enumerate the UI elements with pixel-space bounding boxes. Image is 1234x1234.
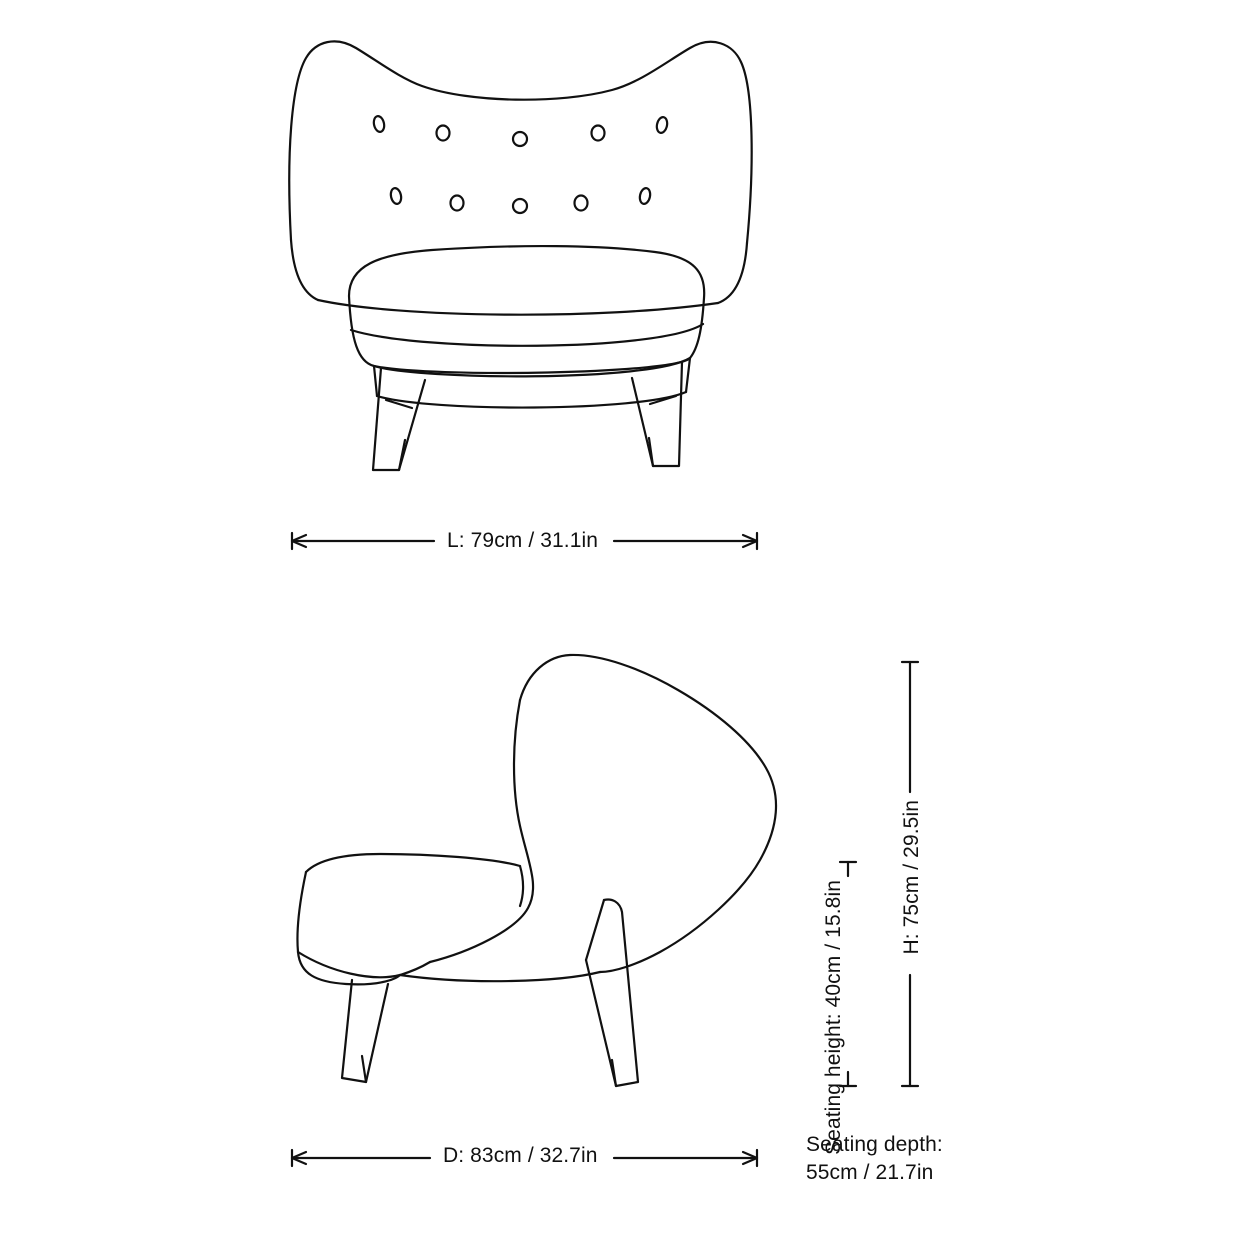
side-view-chair <box>297 655 776 1086</box>
depth-dimension-label: D: 83cm / 32.7in <box>443 1144 598 1167</box>
front-view-chair <box>289 41 751 470</box>
height-dimension-label: H: 75cm / 29.5in <box>900 800 923 955</box>
length-dimension-label: L: 79cm / 31.1in <box>447 529 599 552</box>
seating-height-dimension-label: Seating height: 40cm / 15.8in <box>822 880 845 1155</box>
seating-depth-dimension-label: Seating depth: 55cm / 21.7in <box>806 1133 943 1185</box>
